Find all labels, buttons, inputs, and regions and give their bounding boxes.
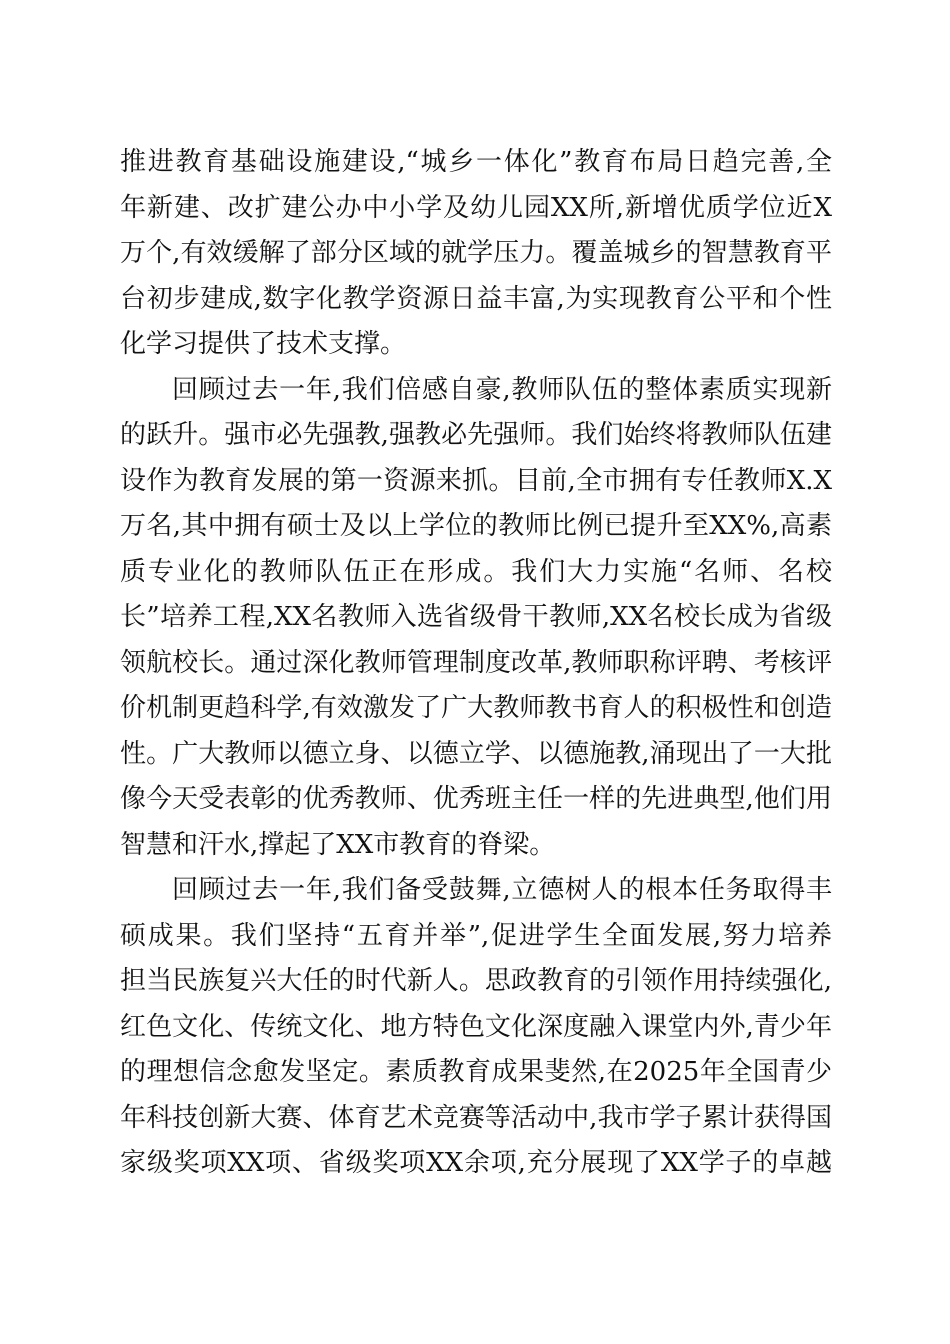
text-line: 领航校长。通过深化教师管理制度改革,教师职称评聘、考核评	[120, 647, 832, 678]
text-line: 化学习提供了技术支撑。	[120, 329, 407, 359]
text-line: 家级奖项XX项、省级奖项XX余项,充分展现了XX学子的卓越	[120, 1148, 832, 1178]
paragraph-1	[120, 140, 832, 368]
text-line: 推进教育基础设施建设,“城乡一体化”教育布局日趋完善,全	[120, 147, 832, 177]
text-line: 质专业化的教师队伍正在形成。我们大力实施“名师、名校	[120, 556, 832, 587]
body-text	[120, 140, 832, 1187]
text-line: 价机制更趋科学,有效激发了广大教师教书育人的积极性和创造	[120, 693, 832, 723]
text-line: 回顾过去一年,我们倍感自豪,教师队伍的整体素质实现新	[172, 374, 832, 405]
text-line: 智慧和汗水,撑起了XX市教育的脊梁。	[120, 829, 556, 860]
text-line: 的理想信念愈发坚定。素质教育成果斐然,在2025年全国青少	[120, 1057, 832, 1087]
text-line: 长”培养工程,XX名教师入选省级骨干教师,XX名校长成为省级	[120, 602, 832, 632]
text-line: 万个,有效缓解了部分区域的就学压力。覆盖城乡的智慧教育平	[120, 238, 832, 268]
text-line: 年科技创新大赛、体育艺术竞赛等活动中,我市学子累计获得国	[120, 1102, 832, 1133]
text-line: 台初步建成,数字化教学资源日益丰富,为实现教育公平和个性	[120, 283, 832, 314]
text-line: 年新建、改扩建公办中小学及幼儿园XX所,新增优质学位近X	[120, 192, 832, 223]
text-line: 万名,其中拥有硕士及以上学位的教师比例已提升至XX%,高素	[120, 511, 832, 541]
text-line: 性。广大教师以德立身、以德立学、以德施教,涌现出了一大批	[120, 738, 832, 769]
text-line: 的跃升。强市必先强教,强教必先强师。我们始终将教师队伍建	[120, 420, 832, 450]
text-line: 硕成果。我们坚持“五育并举”,促进学生全面发展,努力培养	[120, 920, 832, 951]
paragraph-3	[120, 868, 832, 1187]
paragraph-2	[120, 368, 832, 869]
text-line: 回顾过去一年,我们备受鼓舞,立德树人的根本任务取得丰	[172, 875, 832, 905]
text-line: 像今天受表彰的优秀教师、优秀班主任一样的先进典型,他们用	[120, 784, 832, 814]
text-line: 红色文化、传统文化、地方特色文化深度融入课堂内外,青少年	[120, 1011, 832, 1042]
text-line: 设作为教育发展的第一资源来抓。目前,全市拥有专任教师X.X	[120, 465, 832, 496]
text-line: 担当民族复兴大任的时代新人。思政教育的引领作用持续强化,	[120, 966, 832, 996]
